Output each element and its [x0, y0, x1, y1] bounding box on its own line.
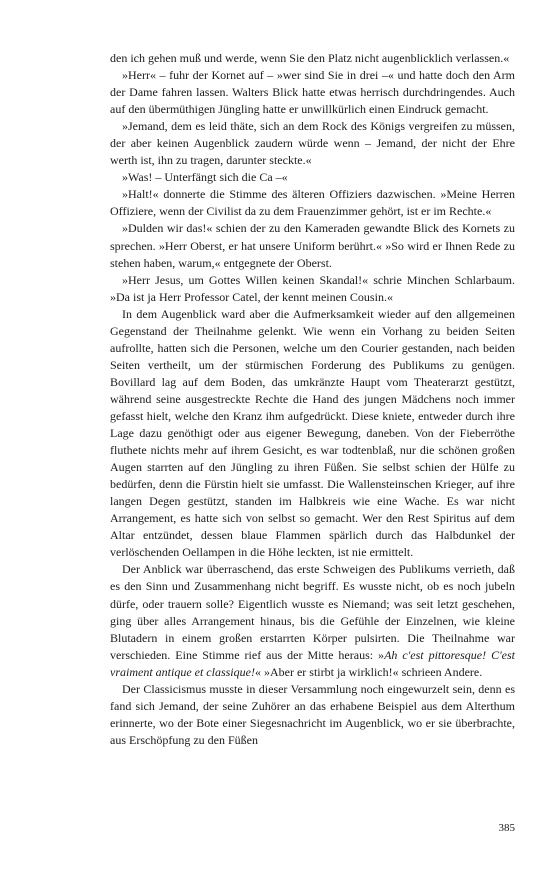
paragraph-3: »Jemand, dem es leid thäte, sich an dem Rock des Königs vergreifen zu müssen, der aber keinen Augenblick zaudern würde wenn – Jemand, der nicht der Ehre werth ist, ihn zu tragen, darunter steckte.«	[110, 119, 515, 168]
page-number: 385	[498, 822, 515, 834]
paragraph-4: »Was! – Unterfängt sich die Ca –«	[122, 170, 288, 185]
paragraph-1: den ich gehen muß und werde, wenn Sie den Platz nicht augenblicklich verlassen.«	[110, 51, 510, 65]
paragraph-8: In dem Augenblick ward aber die Aufmerksamkeit wieder auf den allgemeinen Gegenstand der Theilnahme gelenkt. Wie wenn ein Vorhang zu beiden Seiten aufrollte, hatten sich die Personen, welche um den Courier gestanden, nach beiden Seiten vertheilt, um der stürmischen Forderung des Publikums zu genügen. Bovillard lag auf dem Boden, das umkränzte Haupt vom Theaterarzt gestützt, während seine ausgestreckte Rechte die Hand des jungen Mädchens noch immer gefasst hielt, welche den Kranz ihm aufgedrückt. Diese kniete, entweder durch ihre Lage dazu genöthigt oder aus eigener Bewegung, daneben. Von der Fieberröthe fluthete nichts mehr auf ihrem Gesicht, es war todtenblaß, nur die schönen großen Augen starrten auf den Jüngling zu ihren Füßen. Sie selbst schien der Hülfe zu bedürfen, denn die Fürstin hielt sie umfasst. Die Wallensteinschen Krieger, auf ihre langen Degen gestützt, standen im Halbkreis wie eine Wache. Es war nicht Arrangement, es hatte sich von selbst so gemacht. Wer den Rest Spiritus auf dem Altar entzündet, dessen blaue Flammen spärlich durch das Halbdunkel der verlöschenden Oellampen in die Höhe leckten, ist nie ermittelt.	[110, 306, 515, 560]
paragraph-9	[110, 561, 515, 680]
paragraph-9-after: « »Aber er stirbt ja wirklich!« schrieen Andere.	[254, 664, 483, 679]
paragraph-7: »Herr Jesus, um Gottes Willen keinen Skandal!« schrie Minchen Schlarbaum. »Da ist ja Herr Professor Catel, der kennt meinen Cousin.«	[110, 272, 515, 304]
paragraph-9-italic-quote: Ah c'est pittoresque! C'est vraiment antique et classique!	[110, 647, 515, 679]
paragraph-10: Der Classicismus musste in dieser Versammlung noch eingewurzelt sein, denn es fand sich Jemand, der seine Zuhörer an das erhabene Beispiel aus dem Alterthum erinnerte, wo der Bote einer Siegesnachricht im Augenblick, wo er sie überbrachte, aus Erschöpfung zu den Füßen	[110, 681, 515, 747]
paragraph-6: »Dulden wir das!« schien der zu den Kameraden gewandte Blick des Kornets zu sprechen. »Herr Oberst, er hat unsere Uniform berührt.« »So wird er Ihnen Rede zu stehen haben, warum,« entgegnete der Oberst.	[110, 221, 515, 270]
paragraph-9-text: Der Anblick war überraschend, das erste Schweigen des Publikums verrieth, daß es den Sinn und Zusammenhang nicht begriff. Es wusste nicht, ob es noch jubeln dürfe, oder trauern solle? Eigentlich wusste es Niemand; was seit letzt geschehen, ging über alles Arrangement hinaus, bis die Gefühle der Einzelnen, wie kleine Blutadern in einem großen erstarrten Körper pulsirten. Die Theilnahme war verschieden. Eine Stimme rief aus der Mitte heraus: »	[110, 562, 515, 662]
paragraph-2: »Herr« – fuhr der Kornet auf – »wer sind Sie in drei –« und hatte doch den Arm der Dame fahren lassen. Walters Blick hatte etwas herrisch durchdringendes. Auch auf den übermüthigen Jüngling hatte er unwillkürlich einen Eindruck gemacht.	[110, 68, 515, 117]
page-body	[110, 50, 515, 749]
paragraph-5: »Halt!« donnerte die Stimme des älteren Offiziers dazwischen. »Meine Herren Offiziere, wenn der Civilist da zu dem Frauenzimmer gehört, ist er im Rechte.«	[110, 187, 515, 219]
